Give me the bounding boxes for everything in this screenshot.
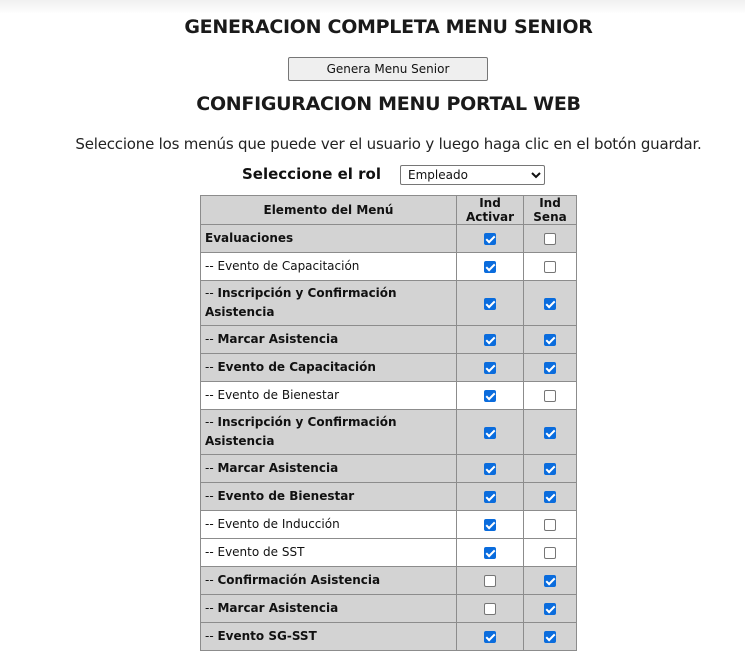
menu-item-label: Evento de Bienestar [217,388,340,402]
indent-prefix: -- [205,629,218,643]
table-row [201,382,577,410]
ind-sena-cell [524,483,577,511]
menu-item-cell [201,225,457,253]
indent-prefix: -- [205,388,218,402]
ind-sena-checkbox[interactable] [544,463,556,475]
ind-activar-checkbox[interactable] [484,519,496,531]
ind-sena-cell [524,382,577,410]
ind-activar-cell [457,281,524,326]
ind-sena-checkbox[interactable] [544,575,556,587]
menu-item-label: Marcar Asistencia [217,461,339,475]
menu-item-cell [201,455,457,483]
table-row [201,225,577,253]
ind-sena-cell [524,623,577,651]
ind-activar-checkbox[interactable] [484,261,496,273]
ind-sena-checkbox[interactable] [544,390,556,402]
indent-prefix: -- [205,286,218,300]
table-row [201,253,577,281]
page-title: GENERACION COMPLETA MENU SENIOR [184,16,593,38]
ind-sena-cell [524,595,577,623]
ind-sena-checkbox[interactable] [544,298,556,310]
ind-sena-checkbox[interactable] [544,261,556,273]
ind-activar-cell [457,410,524,455]
ind-sena-checkbox[interactable] [544,233,556,245]
menu-item-cell [201,623,457,651]
ind-activar-checkbox[interactable] [484,491,496,503]
table-row [201,410,577,455]
table-row [201,511,577,539]
menu-item-cell [201,410,457,455]
ind-sena-cell [524,326,577,354]
role-label: Seleccione el rol [242,165,381,183]
instructions-text: Seleccione los menús que puede ver el usuario y luego haga clic en el botón guardar. [75,135,702,153]
top-shadow [0,0,745,14]
ind-sena-cell [524,225,577,253]
indent-prefix: -- [205,360,218,374]
menu-item-cell [201,382,457,410]
menu-item-label: Evento de Inducción [217,517,340,531]
menu-item-cell [201,567,457,595]
role-select[interactable] [400,165,545,185]
menu-item-label: Marcar Asistencia [217,601,339,615]
indent-prefix: -- [205,517,218,531]
table-row [201,455,577,483]
ind-activar-checkbox[interactable] [484,603,496,615]
ind-sena-cell [524,455,577,483]
indent-prefix: -- [205,545,218,559]
menu-item-label: Confirmación Asistencia [217,573,381,587]
ind-sena-checkbox[interactable] [544,427,556,439]
column-header-ind-sena: Ind Sena [524,196,577,225]
menu-item-label: Marcar Asistencia [217,332,339,346]
ind-sena-cell [524,354,577,382]
ind-activar-cell [457,455,524,483]
ind-activar-cell [457,354,524,382]
ind-activar-cell [457,225,524,253]
ind-activar-checkbox[interactable] [484,575,496,587]
ind-activar-cell [457,595,524,623]
ind-activar-cell [457,511,524,539]
ind-activar-checkbox[interactable] [484,298,496,310]
menu-item-cell [201,595,457,623]
menu-item-cell [201,354,457,382]
menu-item-cell [201,539,457,567]
column-header-ind-activar: Ind Activar [457,196,524,225]
ind-activar-checkbox[interactable] [484,390,496,402]
menu-item-label: Inscripción y Confirmación Asistencia [205,415,397,448]
menu-item-cell [201,281,457,326]
section-title: CONFIGURACION MENU PORTAL WEB [196,93,581,115]
ind-activar-checkbox[interactable] [484,334,496,346]
menu-item-label: Evento SG-SST [217,629,317,643]
ind-sena-checkbox[interactable] [544,519,556,531]
indent-prefix: -- [205,601,218,615]
menu-table [200,195,577,651]
menu-item-label: Evento de Bienestar [217,489,355,503]
ind-sena-checkbox[interactable] [544,631,556,643]
menu-item-cell [201,511,457,539]
ind-sena-cell [524,410,577,455]
ind-sena-checkbox[interactable] [544,491,556,503]
indent-prefix: -- [205,461,218,475]
ind-sena-cell [524,511,577,539]
ind-sena-cell [524,281,577,326]
ind-activar-cell [457,483,524,511]
menu-item-label: Evento de Capacitación [217,360,376,374]
ind-activar-checkbox[interactable] [484,233,496,245]
table-row [201,539,577,567]
menu-table-body [201,225,577,651]
table-row [201,354,577,382]
table-row [201,567,577,595]
table-row [201,281,577,326]
menu-item-label: Evaluaciones [205,231,294,245]
table-row [201,326,577,354]
ind-sena-checkbox[interactable] [544,362,556,374]
ind-sena-cell [524,539,577,567]
ind-activar-checkbox[interactable] [484,463,496,475]
ind-activar-cell [457,382,524,410]
ind-activar-checkbox[interactable] [484,631,496,643]
menu-item-label: Evento de Capacitación [217,259,360,273]
ind-activar-cell [457,253,524,281]
column-header-elemento: Elemento del Menú [201,196,457,225]
indent-prefix: -- [205,259,218,273]
indent-prefix: -- [205,573,218,587]
ind-sena-cell [524,567,577,595]
ind-sena-checkbox[interactable] [544,603,556,615]
ind-activar-checkbox[interactable] [484,427,496,439]
generate-menu-senior-button[interactable]: Genera Menu Senior [288,57,488,81]
ind-sena-cell [524,253,577,281]
indent-prefix: -- [205,332,218,346]
ind-activar-checkbox[interactable] [484,362,496,374]
table-row [201,483,577,511]
ind-activar-checkbox[interactable] [484,547,496,559]
indent-prefix: -- [205,415,218,429]
menu-item-cell [201,253,457,281]
indent-prefix: -- [205,489,218,503]
ind-activar-cell [457,567,524,595]
menu-item-cell [201,483,457,511]
table-row [201,623,577,651]
ind-activar-cell [457,326,524,354]
menu-item-cell [201,326,457,354]
table-row [201,595,577,623]
menu-item-label: Evento de SST [217,545,305,559]
menu-item-label: Inscripción y Confirmación Asistencia [205,286,397,319]
ind-sena-checkbox[interactable] [544,334,556,346]
ind-sena-checkbox[interactable] [544,547,556,559]
ind-activar-cell [457,539,524,567]
ind-activar-cell [457,623,524,651]
